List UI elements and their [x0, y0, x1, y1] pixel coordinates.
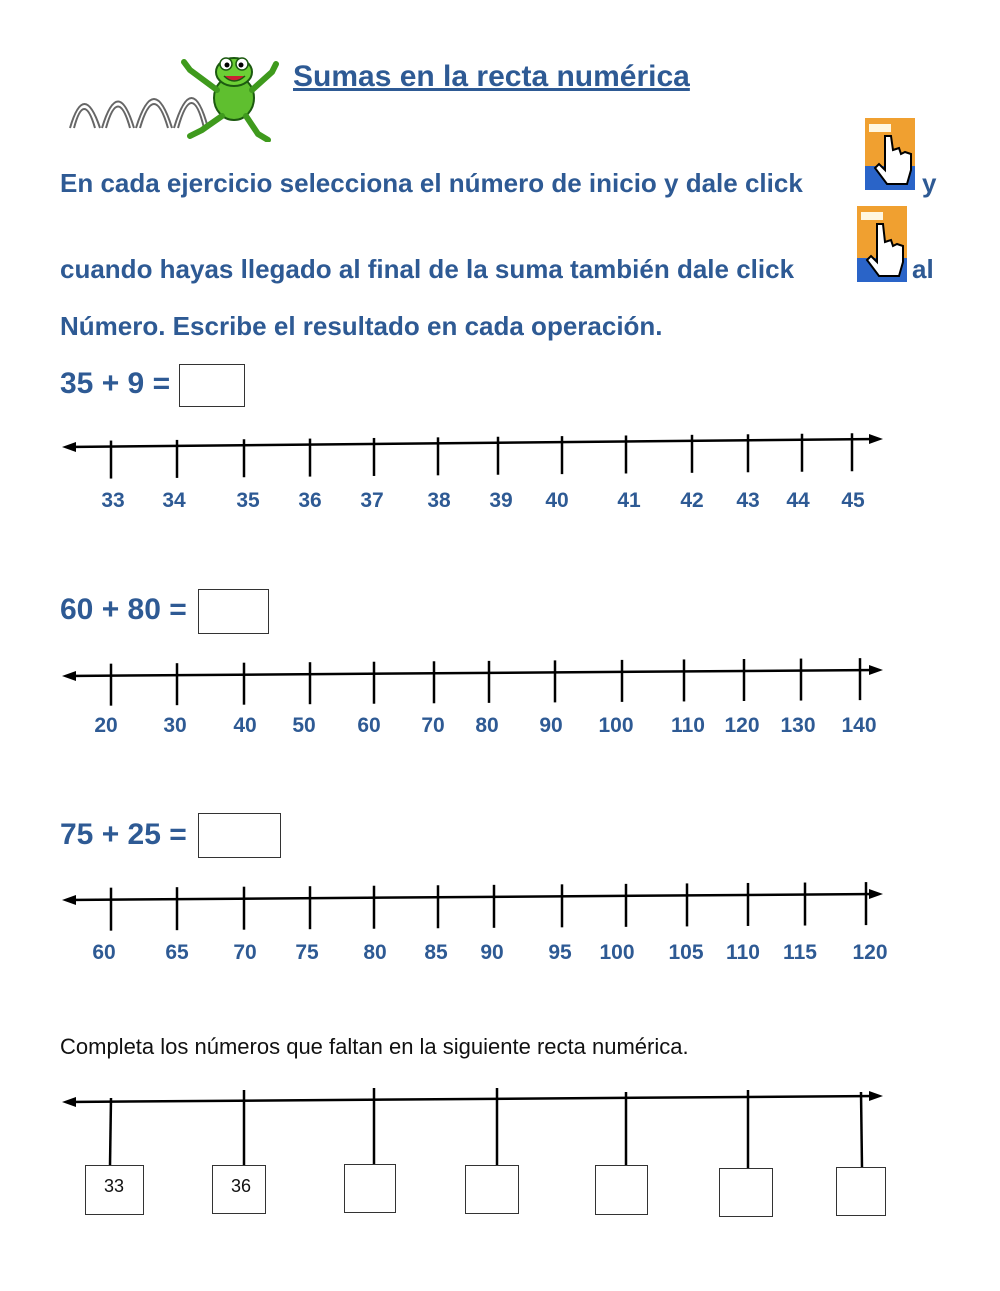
tick-label[interactable]: 80 — [475, 714, 499, 737]
number-line-1 — [0, 425, 1000, 525]
tick-label[interactable]: 100 — [598, 714, 634, 737]
tick-label[interactable]: 44 — [786, 489, 810, 512]
page-title: Sumas en la recta numérica — [293, 60, 690, 93]
answer-box-1[interactable] — [179, 364, 245, 407]
instruction-line-1-end: y — [922, 168, 937, 198]
tick-label[interactable]: 34 — [162, 489, 186, 512]
tick-label[interactable]: 75 — [295, 941, 319, 964]
tick-label[interactable]: 40 — [545, 489, 569, 512]
tick-label[interactable]: 65 — [165, 941, 189, 964]
tick-label[interactable]: 100 — [599, 941, 635, 964]
tick-label[interactable]: 35 — [236, 489, 260, 512]
tick-label[interactable]: 41 — [617, 489, 641, 512]
tick-label[interactable]: 85 — [424, 941, 448, 964]
fill-box-7[interactable] — [836, 1167, 886, 1216]
tick-label[interactable]: 37 — [360, 489, 384, 512]
tick-label[interactable]: 130 — [780, 714, 816, 737]
tick-label[interactable]: 120 — [724, 714, 760, 737]
tick-label[interactable]: 39 — [489, 489, 513, 512]
tick-label[interactable]: 90 — [480, 941, 504, 964]
fill-box-3[interactable] — [344, 1164, 396, 1213]
fill-box-1[interactable]: 33 — [85, 1165, 144, 1215]
tick-label[interactable]: 110 — [671, 714, 705, 737]
frog-jumping-icon — [62, 50, 282, 142]
complete-instruction: Completa los números que faltan en la siguiente recta numérica. — [60, 1034, 689, 1059]
instruction-line-2: cuando hayas llegado al final de la suma también dale click — [60, 254, 795, 284]
tick-label[interactable]: 90 — [539, 714, 563, 737]
tick-label[interactable]: 20 — [94, 714, 118, 737]
fill-box-6[interactable] — [719, 1168, 773, 1217]
answer-box-3[interactable] — [198, 813, 281, 858]
number-line-2 — [0, 650, 1000, 750]
fill-box-4[interactable] — [465, 1165, 519, 1214]
fill-box-2[interactable]: 36 — [212, 1165, 266, 1214]
instruction-line-2-end: al — [912, 254, 934, 284]
tick-label[interactable]: 42 — [680, 489, 704, 512]
number-line-3 — [0, 875, 1000, 975]
tick-label[interactable]: 95 — [548, 941, 572, 964]
tick-label[interactable]: 45 — [841, 489, 865, 512]
equation-1: 35 + 9 = — [60, 367, 171, 400]
tick-label[interactable]: 105 — [668, 941, 704, 964]
tick-label[interactable]: 60 — [357, 714, 381, 737]
number-line-4 — [0, 1082, 1000, 1172]
tick-label[interactable]: 30 — [163, 714, 187, 737]
tick-label[interactable]: 80 — [363, 941, 387, 964]
tick-label[interactable]: 38 — [427, 489, 451, 512]
tick-label[interactable]: 50 — [292, 714, 316, 737]
instruction-line-3: Número. Escribe el resultado en cada operación. — [60, 311, 663, 341]
tick-label[interactable]: 110 — [726, 941, 760, 964]
equation-2: 60 + 80 = — [60, 593, 187, 626]
equation-3: 75 + 25 = — [60, 818, 187, 851]
click-hand-icon — [865, 118, 915, 176]
tick-label[interactable]: 70 — [421, 714, 445, 737]
click-hand-icon — [857, 206, 907, 264]
tick-label[interactable]: 115 — [783, 941, 817, 964]
tick-label[interactable]: 33 — [101, 489, 125, 512]
answer-box-2[interactable] — [198, 589, 269, 634]
instruction-line-1: En cada ejercicio selecciona el número de inicio y dale click — [60, 168, 803, 198]
tick-label[interactable]: 36 — [298, 489, 322, 512]
tick-label[interactable]: 60 — [92, 941, 116, 964]
tick-label[interactable]: 43 — [736, 489, 760, 512]
tick-label[interactable]: 70 — [233, 941, 257, 964]
tick-label[interactable]: 140 — [841, 714, 877, 737]
tick-label[interactable]: 120 — [852, 941, 888, 964]
tick-label[interactable]: 40 — [233, 714, 257, 737]
fill-box-5[interactable] — [595, 1165, 648, 1215]
